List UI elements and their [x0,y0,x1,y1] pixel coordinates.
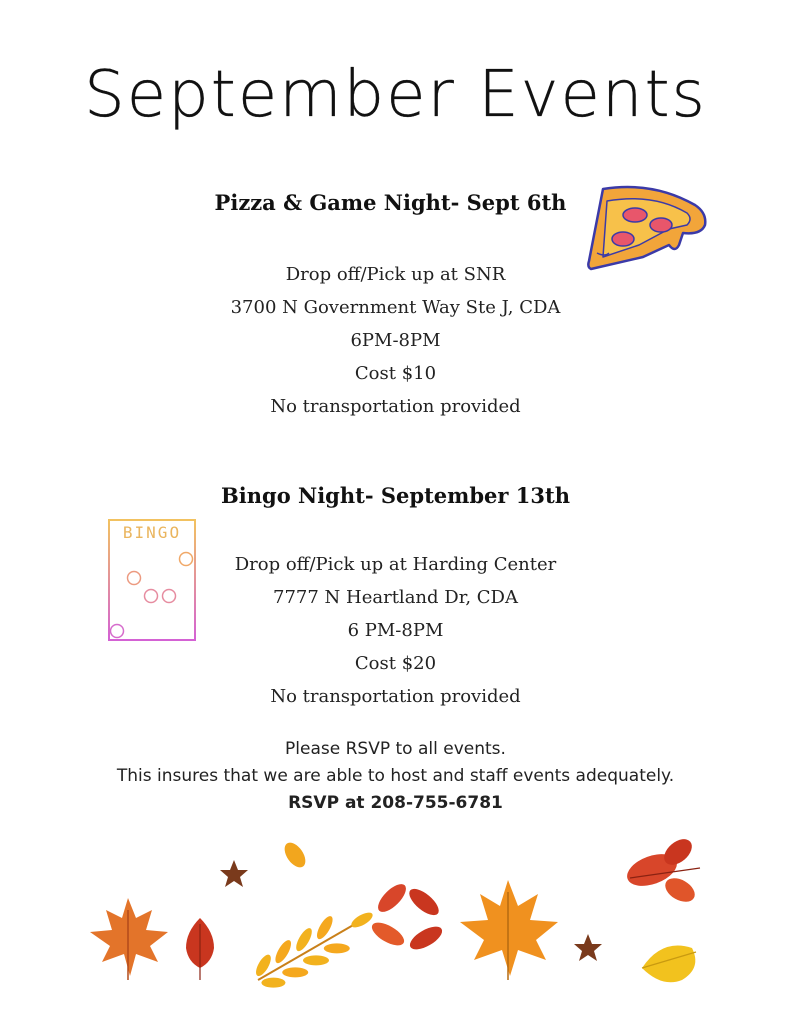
rowan-leaf-icon [246,894,384,990]
rsvp-explanation: This insures that we are able to host and staff events adequately. [116,766,675,786]
event-transport-note: No transportation provided [270,686,521,707]
star-anise-icon [220,860,248,887]
event-cost: Cost $20 [354,653,437,674]
event-transport-note: No transportation provided [270,396,521,417]
event-location: Drop off/Pick up at SNR [285,264,506,285]
event-heading-bingo: Bingo Night- September 13th [221,483,570,508]
red-leaf-icon [368,880,445,954]
event-details-pizza [0,258,791,423]
yellow-leaf-icon [642,946,696,983]
star-anise-icon [574,934,602,961]
event-cost: Cost $10 [354,363,437,384]
yellow-leaf-icon [280,839,309,871]
bingo-card-icon [107,518,197,642]
rsvp-request: Please RSVP to all events. [285,739,506,759]
red-leaf-icon [623,834,700,907]
maple-leaf-icon [460,880,558,980]
maple-leaf-icon [90,898,168,980]
event-address: 7777 N Heartland Dr, CDA [273,587,518,608]
bingo-card-label: BINGO [122,523,182,542]
autumn-leaves-decoration [0,830,791,990]
pizza-slice-icon [583,183,713,278]
rsvp-phone: RSVP at 208-755-6781 [288,793,503,813]
event-time: 6 PM-8PM [347,620,444,641]
red-leaf-icon [186,918,214,980]
rsvp-section [0,736,791,817]
page-title: September Events [84,58,707,132]
event-location: Drop off/Pick up at Harding Center [234,554,557,575]
event-address: 3700 N Government Way Ste J, CDA [230,297,561,318]
event-heading-pizza: Pizza & Game Night- Sept 6th [214,190,567,215]
event-time: 6PM-8PM [350,330,441,351]
